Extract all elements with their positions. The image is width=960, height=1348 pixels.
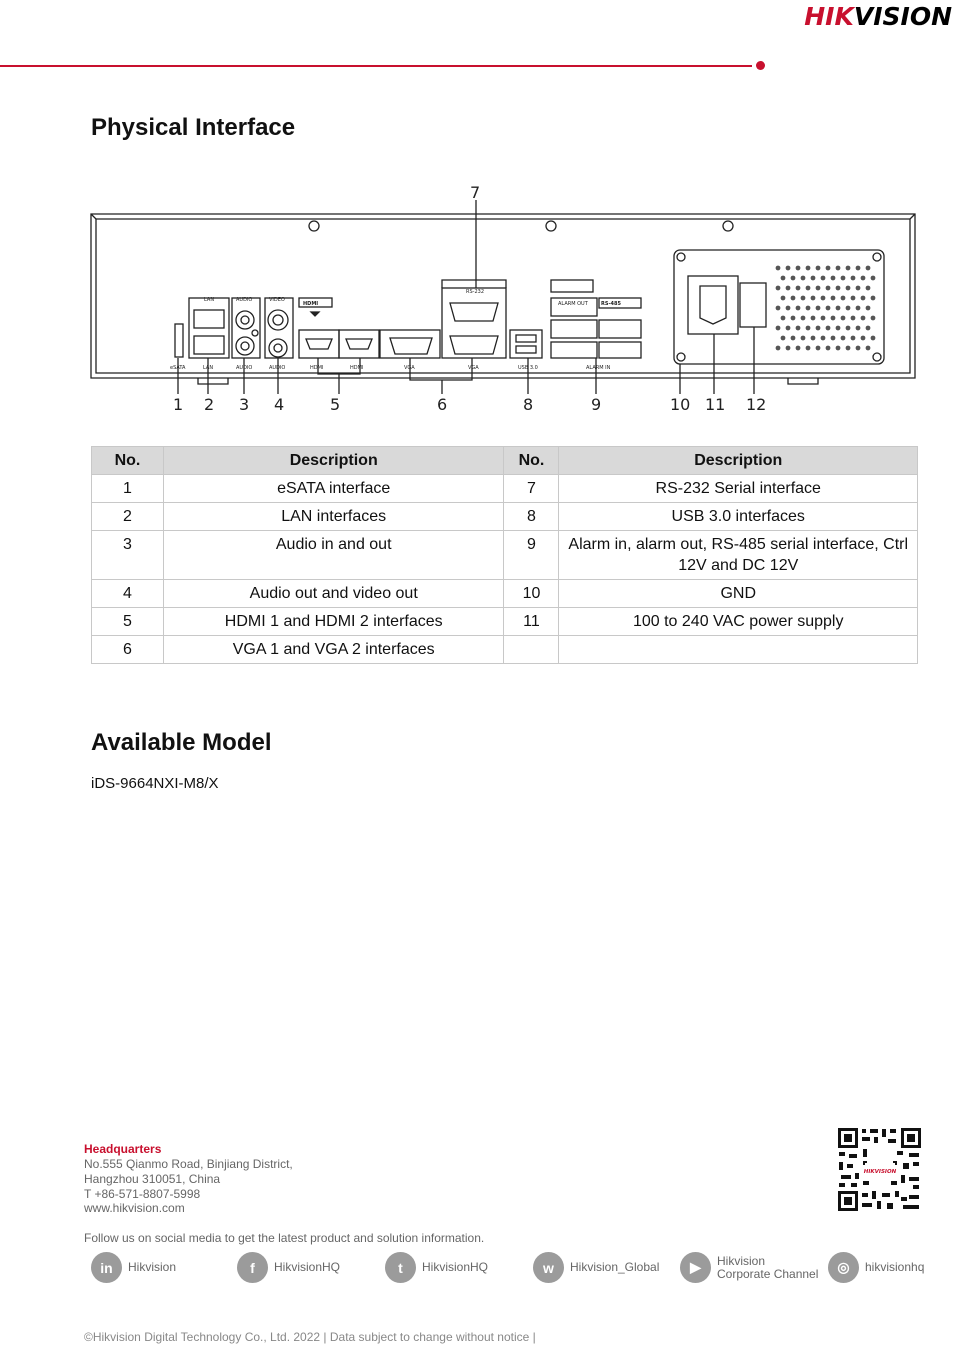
cell-description: RS-232 Serial interface bbox=[559, 475, 918, 503]
table-row bbox=[92, 531, 918, 580]
social-twitter-link[interactable] bbox=[385, 1252, 488, 1283]
label-audio-bottom: AUDIO bbox=[236, 365, 253, 371]
social-label: HikvisionHQ bbox=[274, 1260, 341, 1274]
table-row bbox=[92, 580, 918, 608]
table-row bbox=[92, 503, 918, 531]
copyright-notice: ©Hikvision Digital Technology Co., Ltd. 2022 | Data subject to change without notice | bbox=[84, 1330, 536, 1344]
wechat-icon: w bbox=[533, 1252, 564, 1283]
header-rule bbox=[0, 65, 752, 67]
cell-no: 4 bbox=[92, 580, 164, 608]
cell-no: 2 bbox=[92, 503, 164, 531]
label-hdmi-1: HDMI bbox=[310, 365, 324, 371]
table-header-row bbox=[92, 447, 918, 475]
callout-4: 4 bbox=[274, 395, 285, 414]
table-row bbox=[92, 608, 918, 636]
header-rule-dot bbox=[756, 61, 765, 70]
hq-phone: T +86-571-8807-5998 bbox=[84, 1187, 201, 1201]
cell-description: LAN interfaces bbox=[163, 503, 504, 531]
qr-code bbox=[837, 1127, 922, 1212]
label-lan: LAN bbox=[204, 297, 215, 303]
social-label: Hikvision_Global bbox=[570, 1260, 660, 1274]
cell-no: 5 bbox=[92, 608, 164, 636]
cell-no: 8 bbox=[504, 503, 559, 531]
callout-2: 2 bbox=[204, 395, 215, 414]
social-label: HikvisionHQ bbox=[422, 1260, 489, 1274]
instagram-icon: ◎ bbox=[828, 1252, 859, 1283]
cell-no: 9 bbox=[504, 531, 559, 580]
header-no-1: No. bbox=[92, 447, 164, 475]
callout-6: 6 bbox=[437, 395, 448, 414]
linkedin-icon: in bbox=[91, 1252, 122, 1283]
label-esata: eSATA bbox=[170, 365, 186, 371]
cell-no: 7 bbox=[504, 475, 559, 503]
social-facebook-link[interactable] bbox=[237, 1252, 340, 1283]
label-hdmi-logo: HDMI bbox=[303, 301, 319, 307]
label-rs485: RS-485 bbox=[601, 301, 621, 307]
rear-panel-diagram bbox=[88, 178, 923, 418]
social-youtube-link[interactable] bbox=[680, 1252, 818, 1283]
label-vga-1: VGA bbox=[404, 365, 415, 371]
model-number: iDS-9664NXI-M8/X bbox=[91, 775, 219, 792]
label-rs232: RS-232 bbox=[466, 289, 484, 295]
cell-no: 10 bbox=[504, 580, 559, 608]
label-usb: USB 3.0 bbox=[518, 365, 538, 371]
qr-brand-text: HIKVISION bbox=[863, 1169, 897, 1175]
cell-description: 100 to 240 VAC power supply bbox=[559, 608, 918, 636]
label-audio-in: AUDIO bbox=[236, 297, 253, 303]
social-linkedin-link[interactable] bbox=[91, 1252, 176, 1283]
callout-12: 12 bbox=[746, 395, 767, 414]
facebook-icon: f bbox=[237, 1252, 268, 1283]
cell-description: Audio in and out bbox=[163, 531, 504, 580]
youtube-icon: ▶ bbox=[680, 1252, 711, 1283]
callout-5: 5 bbox=[330, 395, 341, 414]
cell-no: 11 bbox=[504, 608, 559, 636]
cell-no: 1 bbox=[92, 475, 164, 503]
interface-table bbox=[91, 446, 918, 664]
hq-website-link[interactable]: www.hikvision.com bbox=[84, 1201, 185, 1215]
brand-logo: HIKVISION bbox=[804, 2, 952, 31]
cell-description: eSATA interface bbox=[163, 475, 504, 503]
label-vga-2: VGA bbox=[468, 365, 479, 371]
social-label-line-2: Corporate Channel bbox=[717, 1266, 819, 1281]
cell-description bbox=[559, 636, 918, 664]
cell-description: HDMI 1 and HDMI 2 interfaces bbox=[163, 608, 504, 636]
social-wechat-link[interactable] bbox=[533, 1252, 659, 1283]
table-row bbox=[92, 475, 918, 503]
section-title-available-model: Available Model bbox=[91, 729, 272, 756]
table-row bbox=[92, 636, 918, 664]
label-audio-bottom-2: AUDIO bbox=[269, 365, 286, 371]
rear-panel-drawing bbox=[88, 178, 923, 418]
social-label: hikvisionhq bbox=[865, 1260, 925, 1274]
cell-no bbox=[504, 636, 559, 664]
callout-7: 7 bbox=[470, 183, 481, 202]
section-title-physical-interface: Physical Interface bbox=[91, 114, 296, 141]
label-alarm-in: ALARM IN bbox=[586, 365, 611, 371]
social-instagram-link[interactable] bbox=[828, 1252, 924, 1283]
label-video: VIDEO bbox=[269, 297, 285, 303]
label-alarm-out: ALARM OUT bbox=[558, 301, 588, 307]
social-label: Hikvision bbox=[717, 1253, 766, 1268]
callout-9: 9 bbox=[591, 395, 602, 414]
label-hdmi-2: HDMI bbox=[350, 365, 364, 371]
header-description-2: Description bbox=[559, 447, 918, 475]
callout-3: 3 bbox=[239, 395, 250, 414]
hq-address-line-2: Hangzhou 310051, China bbox=[84, 1172, 221, 1186]
twitter-icon: t bbox=[385, 1252, 416, 1283]
cell-description: Alarm in, alarm out, RS-485 serial interface, Ctrl 12V and DC 12V bbox=[559, 531, 918, 580]
social-label: Hikvision bbox=[128, 1260, 177, 1274]
callout-10: 10 bbox=[670, 395, 691, 414]
callout-11: 11 bbox=[705, 395, 726, 414]
header-description-1: Description bbox=[163, 447, 504, 475]
callout-1: 1 bbox=[173, 395, 184, 414]
hq-address-line-1: No.555 Qianmo Road, Binjiang District, bbox=[84, 1157, 293, 1171]
cell-no: 6 bbox=[92, 636, 164, 664]
cell-description: VGA 1 and VGA 2 interfaces bbox=[163, 636, 504, 664]
label-lan-bottom: LAN bbox=[203, 365, 214, 371]
cell-description: Audio out and video out bbox=[163, 580, 504, 608]
callout-8: 8 bbox=[523, 395, 534, 414]
headquarters-title: Headquarters bbox=[84, 1142, 162, 1156]
cell-description: GND bbox=[559, 580, 918, 608]
cell-no: 3 bbox=[92, 531, 164, 580]
header-no-2: No. bbox=[504, 447, 559, 475]
cell-description: USB 3.0 interfaces bbox=[559, 503, 918, 531]
social-follow-text: Follow us on social media to get the latest product and solution information. bbox=[84, 1231, 485, 1245]
